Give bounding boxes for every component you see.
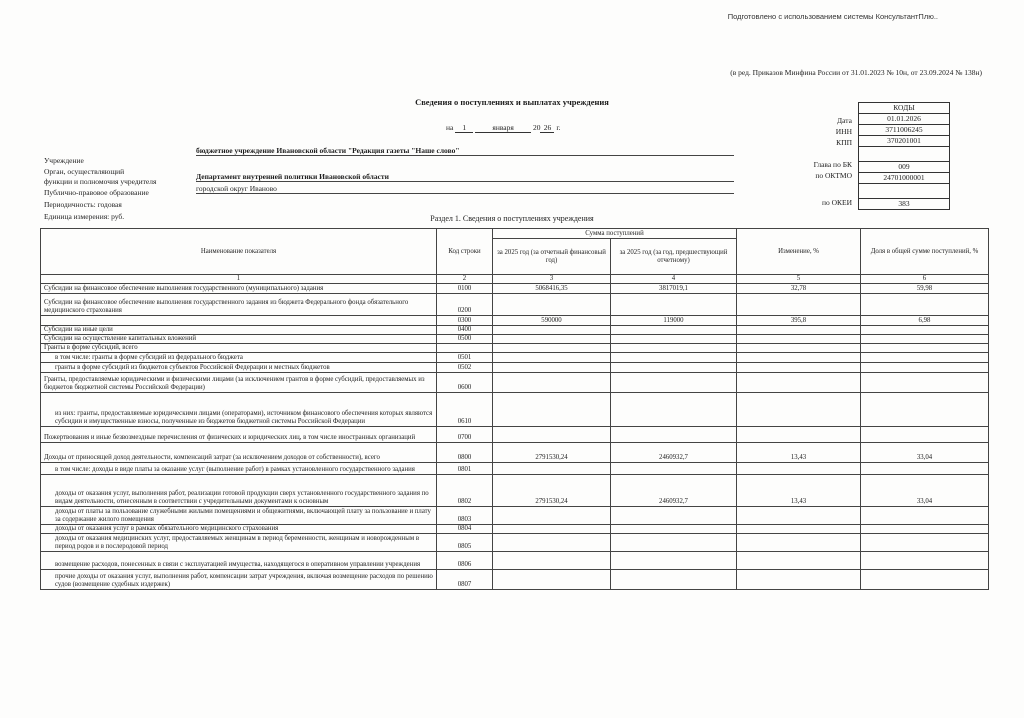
cell-change: [737, 552, 861, 570]
table-row: [41, 475, 989, 507]
cell-code: 0610: [437, 393, 493, 427]
header-code: Код строки: [437, 229, 493, 275]
cell-reporting: [493, 534, 611, 552]
cell-previous: [611, 463, 737, 475]
table-row: [41, 525, 989, 534]
cell-name: возмещение расходов, понесенных в связи с эксплуатацией имущества, находящегося в оперативном управлении учреждения: [41, 552, 437, 570]
date-month: января: [475, 123, 531, 133]
codes-header: КОДЫ: [858, 102, 950, 114]
cell-change: [737, 507, 861, 525]
cell-reporting: [493, 552, 611, 570]
date-year: 26: [540, 123, 554, 133]
cell-share: [861, 294, 989, 316]
cell-reporting: 5068416,35: [493, 284, 611, 294]
cell-code: 0805: [437, 534, 493, 552]
cell-share: [861, 335, 989, 344]
cell-reporting: [493, 507, 611, 525]
code-kpp: 370201001: [858, 136, 950, 147]
cell-reporting: [493, 363, 611, 373]
cell-change: [737, 335, 861, 344]
cell-name: доходы от оказания услуг, выполнения работ, реализации готовой продукции сверх установленного государственного задания по видам деятельности, отнесенным в соответствии с учредительными документами к основным: [41, 475, 437, 507]
cell-change: [737, 570, 861, 590]
cell-change: [737, 344, 861, 353]
cell-share: [861, 393, 989, 427]
cell-share: [861, 344, 989, 353]
cell-code: 0200: [437, 294, 493, 316]
cell-share: [861, 534, 989, 552]
cell-change: 13,43: [737, 475, 861, 507]
cell-reporting: [493, 427, 611, 443]
cell-name: доходы от оказания медицинских услуг, предоставляемых женщинам в период беременности, женщинам и новорожденным в период родов и в послеродовой период: [41, 534, 437, 552]
table-row: [41, 326, 989, 335]
cell-reporting: [493, 294, 611, 316]
pub-label: Публично-правовое образование: [44, 188, 149, 197]
cell-change: [737, 353, 861, 363]
cell-reporting: [493, 570, 611, 590]
cell-name: в том числе: доходы в виде платы за оказание услуг (выполнение работ) в рамках установленного государственного задания: [41, 463, 437, 475]
cell-reporting: 2791530,24: [493, 443, 611, 463]
periodicity: Периодичность: годовая: [44, 200, 122, 209]
cell-share: [861, 525, 989, 534]
cell-reporting: [493, 326, 611, 335]
cell-name: Гранты, предоставляемые юридическими и физическими лицами (за исключением грантов в форме субсидий, предоставляемых из бюджетов бюджетной системы Российской Федерации): [41, 373, 437, 393]
cell-code: [437, 344, 493, 353]
receipts-table: [40, 228, 989, 590]
cell-code: 0700: [437, 427, 493, 443]
cell-share: [861, 427, 989, 443]
cell-previous: [611, 393, 737, 427]
pub-value: городской округ Иваново: [196, 184, 277, 193]
cell-previous: [611, 344, 737, 353]
cell-code: 0100: [437, 284, 493, 294]
table-row: [41, 393, 989, 427]
institution-value: бюджетное учреждение Ивановской области "Редакция газеты "Наше слово": [196, 146, 460, 155]
code-empty-2: [858, 184, 950, 199]
cell-share: 59,98: [861, 284, 989, 294]
cell-previous: [611, 534, 737, 552]
cell-reporting: [493, 525, 611, 534]
founder-label-2: функции и полномочия учредителя: [44, 177, 157, 186]
cell-reporting: 2791530,24: [493, 475, 611, 507]
cell-change: [737, 363, 861, 373]
code-date: 01.01.2026: [858, 114, 950, 125]
cell-name: Субсидии на финансовое обеспечение выполнения государственного (муниципального) задания: [41, 284, 437, 294]
founder-label-1: Орган, осуществляющий: [44, 167, 125, 176]
cell-change: 13,43: [737, 443, 861, 463]
cell-reporting: [493, 393, 611, 427]
cell-share: [861, 353, 989, 363]
cell-name: гранты в форме субсидий из бюджетов субъектов Российской Федерации и местных бюджетов: [41, 363, 437, 373]
date-day: 1: [455, 123, 473, 133]
cell-previous: [611, 335, 737, 344]
cell-name: прочие доходы от оказания услуг, выполнения работ, компенсации затрат учреждения, включая возмещение расходов по решению судов (возмещение судебных издержек): [41, 570, 437, 590]
cell-name: Субсидии на финансовое обеспечение выполнения государственного задания из бюджета Федерального фонда обязательного медицинского страхования: [41, 294, 437, 316]
table-row: [41, 534, 989, 552]
cell-code: 0804: [437, 525, 493, 534]
cell-share: 33,04: [861, 443, 989, 463]
cell-code: 0500: [437, 335, 493, 344]
cell-code: 0300: [437, 316, 493, 326]
edition-note: (в ред. Приказов Минфина России от 31.01.2023 № 10н, от 23.09.2024 № 138н): [730, 68, 982, 77]
column-numbers-row: 1 2 3 4 5 6: [41, 275, 989, 284]
cell-change: [737, 525, 861, 534]
cell-share: 6,98: [861, 316, 989, 326]
cell-reporting: [493, 373, 611, 393]
cell-share: [861, 570, 989, 590]
cell-previous: [611, 427, 737, 443]
cell-code: 0801: [437, 463, 493, 475]
cell-name: Пожертвования и иные безвозмездные перечисления от физических и юридических лиц, в том числе иностранных организаций: [41, 427, 437, 443]
table-row: [41, 443, 989, 463]
cell-share: [861, 463, 989, 475]
cell-name: в том числе: гранты в форме субсидий из федерального бюджета: [41, 353, 437, 363]
cell-name: Гранты в форме субсидий, всего: [41, 344, 437, 353]
codes-labels: Дата ИНН КПП Глава по БК по ОКТМО по ОКЕИ: [813, 116, 852, 207]
cell-name: Доходы от приносящей доход деятельности, компенсаций затрат (за исключением доходов от собственности), всего: [41, 443, 437, 463]
table-row: [41, 316, 989, 326]
code-bk: 009: [858, 162, 950, 173]
cell-change: [737, 427, 861, 443]
table-row: [41, 463, 989, 475]
cell-name: Субсидии на осуществление капитальных вложений: [41, 335, 437, 344]
unit-of-measure: Единица измерения: руб.: [44, 212, 125, 221]
cell-name: из них: гранты, предоставляемые юридическими лицами (операторами), источником финансового обеспечения которых являются субсидии и имущественные взносы, полученные из бюджетов бюджетной системы Российской Федерации: [41, 393, 437, 427]
table-row: [41, 552, 989, 570]
cell-previous: [611, 570, 737, 590]
cell-share: [861, 326, 989, 335]
cell-share: 33,04: [861, 475, 989, 507]
cell-code: 0803: [437, 507, 493, 525]
cell-name: [41, 316, 437, 326]
cell-change: [737, 393, 861, 427]
header-name: Наименование показателя: [41, 229, 437, 275]
cell-code: 0802: [437, 475, 493, 507]
table-row: [41, 294, 989, 316]
cell-previous: 119000: [611, 316, 737, 326]
table-row: [41, 284, 989, 294]
cell-previous: 2460932,7: [611, 475, 737, 507]
table-row: [41, 373, 989, 393]
table-row: [41, 507, 989, 525]
code-empty-1: [858, 147, 950, 162]
cell-previous: [611, 525, 737, 534]
cell-name: Субсидии на иные цели: [41, 326, 437, 335]
source-note: Подготовлено с использованием системы КонсультантПлю..: [727, 12, 938, 21]
cell-name: доходы от оказания услуг в рамках обязательного медицинского страхования: [41, 525, 437, 534]
header-sum-group: Сумма поступлений: [493, 229, 737, 239]
cell-code: 0807: [437, 570, 493, 590]
cell-reporting: [493, 335, 611, 344]
cell-code: 0501: [437, 353, 493, 363]
report-date-line: на 1 января 20 26 г.: [446, 123, 561, 132]
header-reporting: за 2025 год (за отчетный финансовый год): [493, 239, 611, 275]
cell-change: [737, 326, 861, 335]
cell-name: доходы от платы за пользование служебными жилыми помещениями и общежитиями, включающей плату за пользование и плату за содержание жилого помещения: [41, 507, 437, 525]
cell-share: [861, 552, 989, 570]
cell-change: [737, 373, 861, 393]
code-oktmo: 24701000001: [858, 173, 950, 184]
document-title: Сведения о поступлениях и выплатах учреждения: [415, 97, 609, 107]
cell-code: 0400: [437, 326, 493, 335]
institution-label: Учреждение: [44, 156, 84, 165]
cell-previous: [611, 363, 737, 373]
cell-share: [861, 363, 989, 373]
cell-change: 32,78: [737, 284, 861, 294]
cell-previous: [611, 294, 737, 316]
cell-change: [737, 534, 861, 552]
cell-previous: 2460932,7: [611, 443, 737, 463]
cell-code: 0806: [437, 552, 493, 570]
cell-share: [861, 373, 989, 393]
cell-reporting: [493, 344, 611, 353]
cell-reporting: [493, 463, 611, 475]
header-change: Изменение, %: [737, 229, 861, 275]
codes-box: [858, 102, 950, 210]
cell-change: [737, 294, 861, 316]
table-row: [41, 427, 989, 443]
cell-reporting: 590000: [493, 316, 611, 326]
header-previous: за 2025 год (за год, предшествующий отчетному): [611, 239, 737, 275]
header-share: Доля в общей сумме поступлений, %: [861, 229, 989, 275]
code-inn: 3711006245: [858, 125, 950, 136]
cell-reporting: [493, 353, 611, 363]
cell-change: 395,8: [737, 316, 861, 326]
cell-code: 0600: [437, 373, 493, 393]
section-title: Раздел 1. Сведения о поступлениях учреждения: [430, 214, 594, 223]
cell-previous: 3817019,1: [611, 284, 737, 294]
cell-code: 0502: [437, 363, 493, 373]
founder-value: Департамент внутренней политики Ивановской области: [196, 172, 389, 181]
cell-previous: [611, 373, 737, 393]
table-row: [41, 344, 989, 353]
table-row: [41, 570, 989, 590]
cell-previous: [611, 552, 737, 570]
table-row: [41, 363, 989, 373]
table-row: [41, 335, 989, 344]
cell-code: 0800: [437, 443, 493, 463]
cell-change: [737, 463, 861, 475]
cell-previous: [611, 353, 737, 363]
cell-previous: [611, 507, 737, 525]
cell-share: [861, 507, 989, 525]
cell-previous: [611, 326, 737, 335]
code-okei: 383: [858, 199, 950, 210]
table-row: [41, 353, 989, 363]
